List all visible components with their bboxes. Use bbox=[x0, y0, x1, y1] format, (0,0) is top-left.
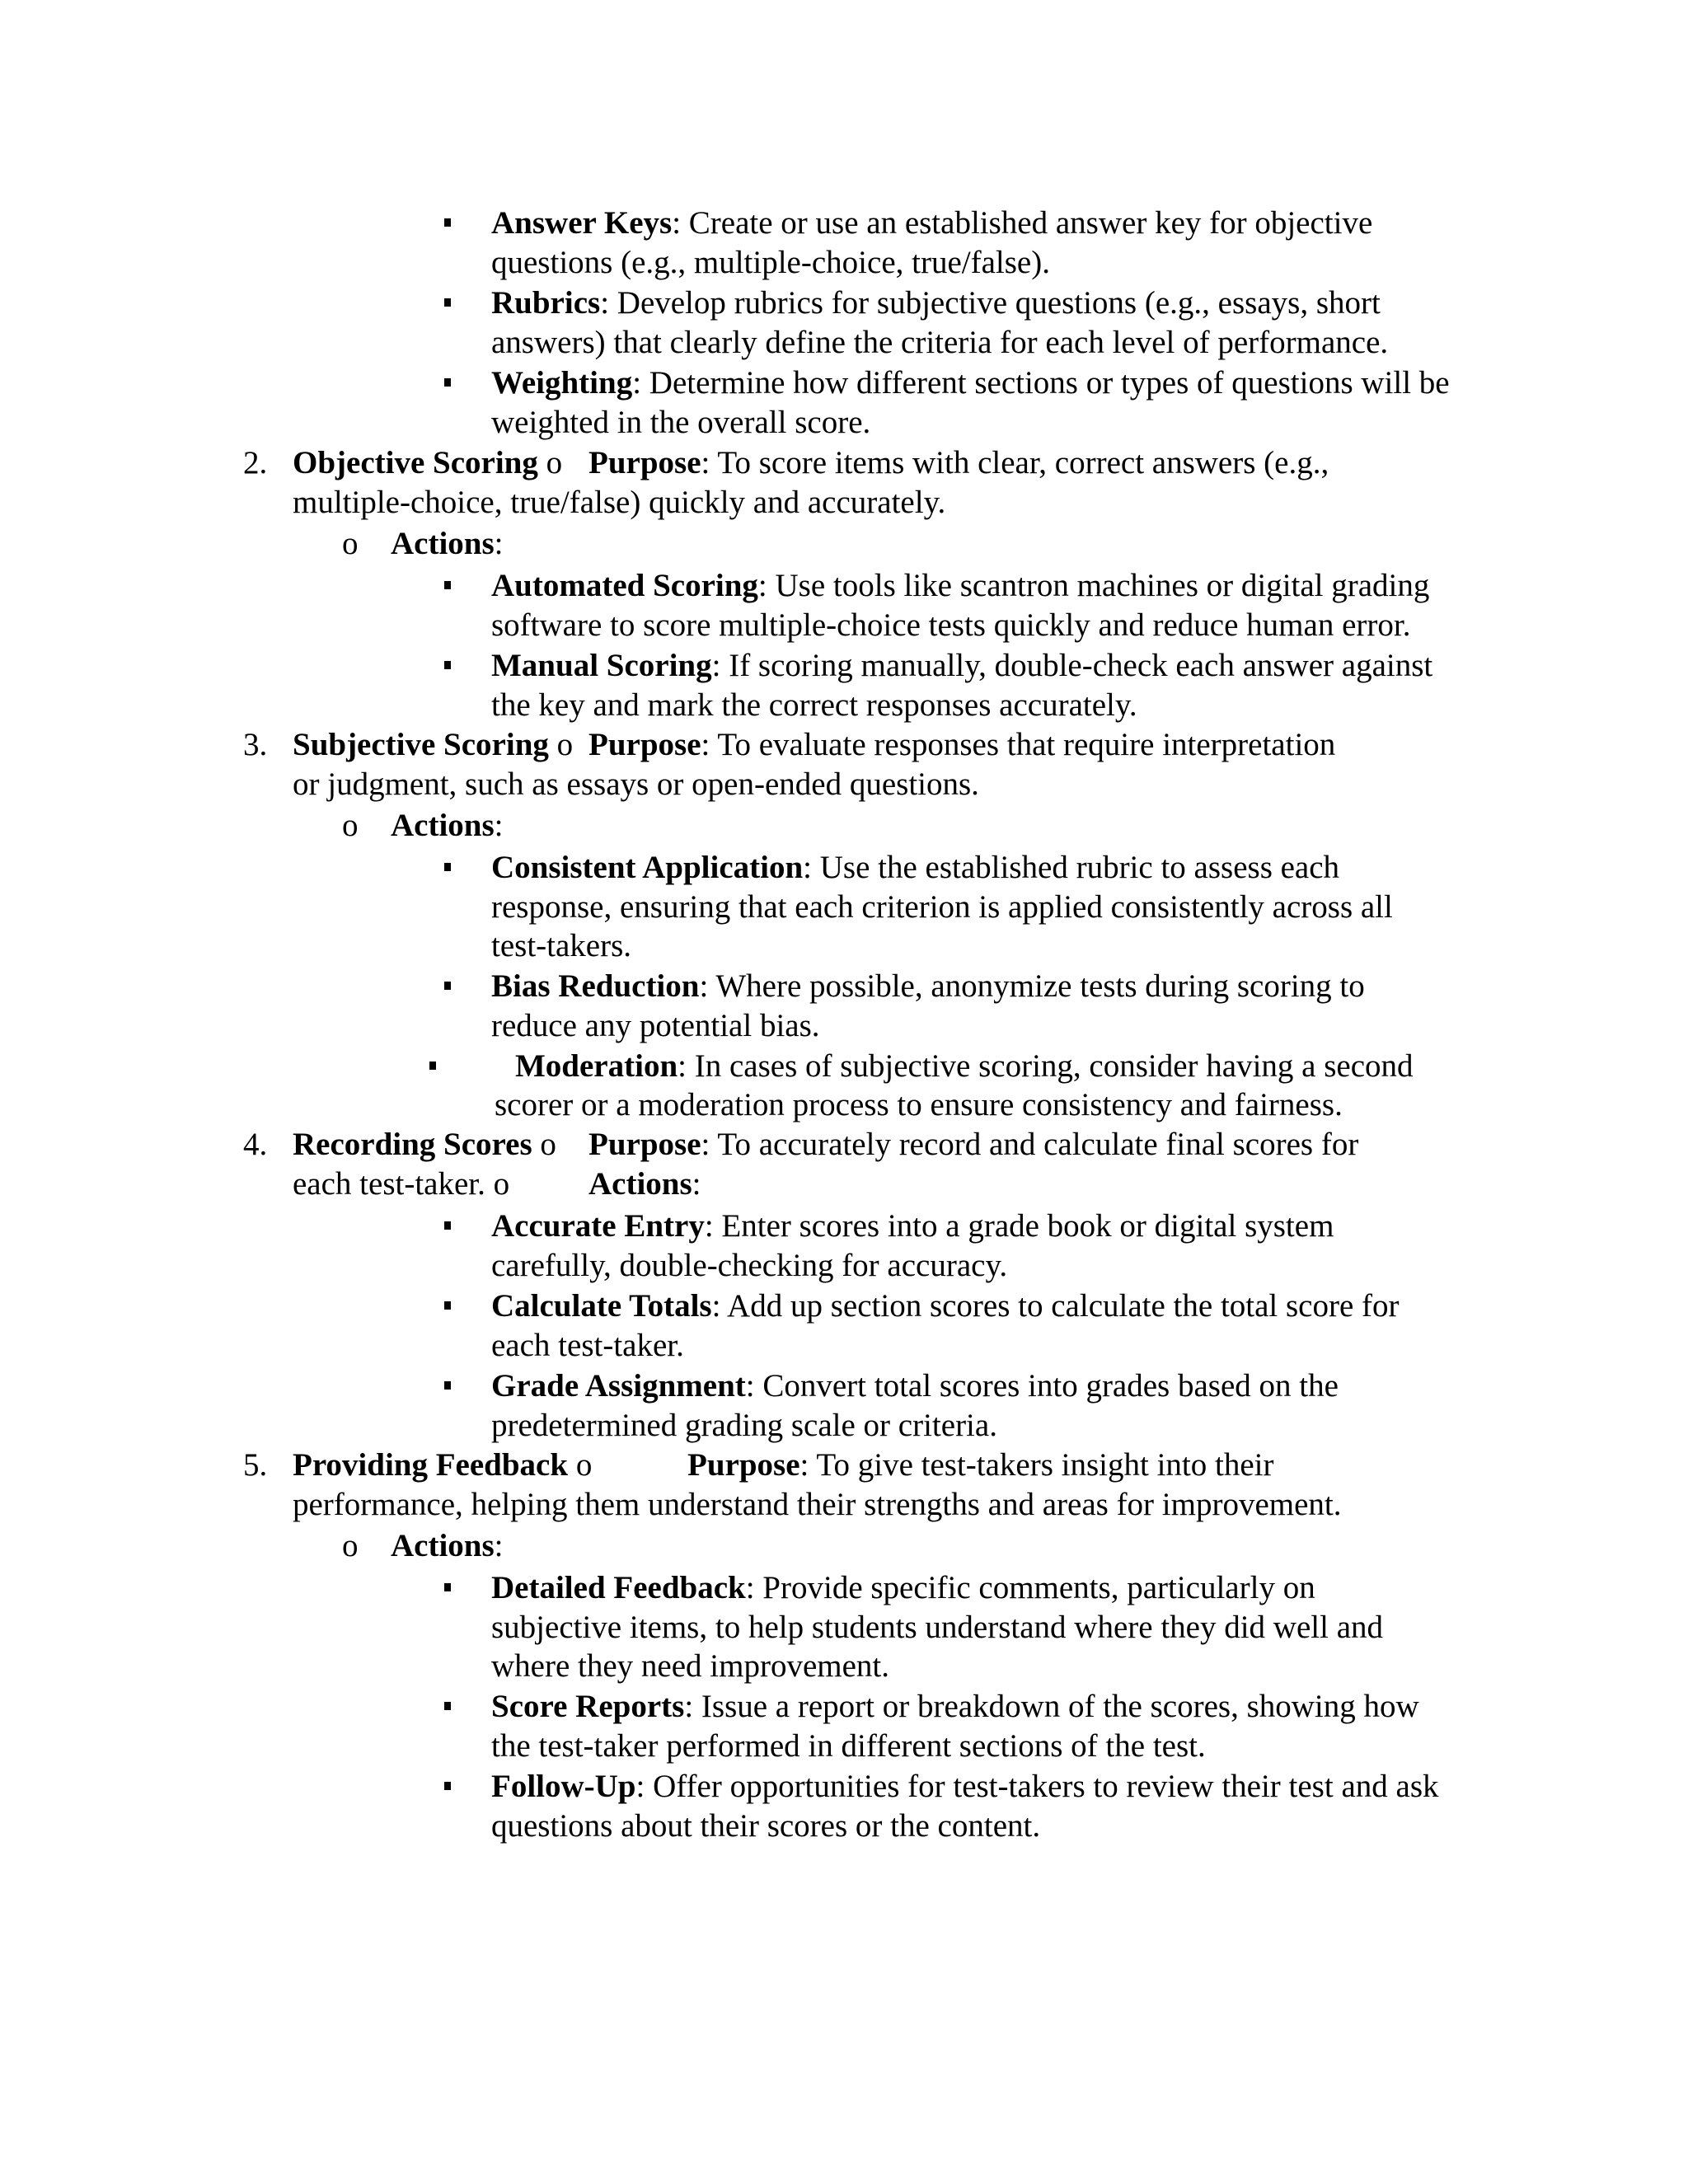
o-marker: o bbox=[342, 1528, 359, 1563]
square-bullet-icon bbox=[444, 218, 451, 227]
square-bullet-icon bbox=[444, 661, 451, 669]
bullet-text-cont: reduce any potential bias. bbox=[491, 1008, 820, 1043]
purpose-line: Purpose: To evaluate responses that require interpretation bbox=[588, 727, 1336, 762]
bullet-term: Score Reports bbox=[491, 1689, 685, 1724]
bullet-term: Weighting bbox=[491, 365, 633, 401]
bullet-text: : Develop rubrics for subjective questions (e.g., essays, short bbox=[600, 285, 1381, 321]
bullet-term: Consistent Application bbox=[491, 850, 804, 885]
bullet-text: : Create or use an established answer key for objective bbox=[672, 205, 1373, 241]
bullet-text-cont: subjective items, to help students understand where they did well and bbox=[491, 1610, 1384, 1645]
purpose-cont: or judgment, such as essays or open-ended questions. bbox=[293, 766, 979, 802]
square-bullet-icon bbox=[444, 1782, 451, 1790]
bullet-accurate-entry bbox=[491, 1207, 1334, 1246]
bullet-text-cont: questions about their scores or the content. bbox=[491, 1808, 1041, 1844]
bullet-automated-scoring bbox=[491, 566, 1429, 606]
bullet-text-cont: scorer or a moderation process to ensure consistency and fairness. bbox=[495, 1087, 1343, 1122]
square-bullet-icon bbox=[444, 378, 451, 387]
bullet-score-reports bbox=[491, 1687, 1419, 1727]
bullet-rubrics bbox=[491, 284, 1381, 323]
bullet-consistent-application bbox=[491, 848, 1339, 888]
bullet-manual-scoring bbox=[491, 646, 1432, 686]
bullet-term: Calculate Totals bbox=[491, 1288, 712, 1324]
section-title: Providing Feedback o bbox=[293, 1447, 593, 1483]
bullet-text: : If scoring manually, double-check each answer against bbox=[711, 648, 1433, 683]
bullet-text-cont: test-takers. bbox=[491, 928, 632, 963]
bullet-calculate-totals bbox=[491, 1286, 1400, 1326]
square-bullet-icon bbox=[444, 298, 451, 307]
bullet-term: Answer Keys bbox=[491, 205, 673, 241]
bullet-text-cont: answers) that clearly define the criteria for each level of performance. bbox=[491, 325, 1389, 360]
bullet-term: Rubrics bbox=[491, 285, 601, 321]
bullet-text: : Use tools like scantron machines or digital grading bbox=[757, 568, 1430, 603]
square-bullet-icon bbox=[444, 1702, 451, 1710]
bullet-answer-keys bbox=[491, 204, 1372, 243]
purpose-cont: multiple-choice, true/false) quickly and accurately. bbox=[293, 485, 946, 520]
bullet-weighting bbox=[491, 363, 1450, 403]
bullet-grade-assignment bbox=[491, 1366, 1339, 1406]
bullet-text-cont: questions (e.g., multiple-choice, true/false). bbox=[491, 245, 1050, 280]
bullet-text-cont: software to score multiple-choice tests quickly and reduce human error. bbox=[491, 607, 1411, 643]
list-number: 4. bbox=[243, 1127, 268, 1162]
section-title: Objective Scoring o bbox=[293, 445, 563, 480]
purpose-line: Purpose: To score items with clear, correct answers (e.g., bbox=[588, 445, 1329, 480]
bullet-text-cont: each test-taker. bbox=[491, 1328, 684, 1363]
o-marker: o bbox=[342, 808, 359, 843]
bullet-text: : Determine how different sections or types of questions will be bbox=[632, 365, 1450, 401]
section-title: Recording Scores o bbox=[293, 1127, 556, 1162]
bullet-detailed-feedback bbox=[491, 1568, 1315, 1608]
bullet-text-cont: the key and mark the correct responses accurately. bbox=[491, 687, 1137, 723]
actions-label: Actions: bbox=[391, 526, 504, 561]
bullet-text: : Convert total scores into grades based on the bbox=[745, 1368, 1339, 1404]
bullet-term: Follow-Up bbox=[491, 1769, 636, 1804]
bullet-text: : In cases of subjective scoring, consider having a second bbox=[678, 1048, 1414, 1084]
bullet-text-cont: carefully, double-checking for accuracy. bbox=[491, 1248, 1008, 1283]
purpose-line: Purpose: To give test-takers insight into their bbox=[687, 1447, 1274, 1483]
bullet-text: : Enter scores into a grade book or digital system bbox=[704, 1208, 1334, 1244]
square-bullet-icon bbox=[444, 1301, 451, 1310]
bullet-term: Grade Assignment bbox=[491, 1368, 746, 1404]
list-number: 5. bbox=[243, 1447, 268, 1483]
square-bullet-icon bbox=[429, 1062, 436, 1070]
bullet-term: Manual Scoring bbox=[491, 648, 712, 683]
bullet-text-cont: the test-taker performed in different sections of the test. bbox=[491, 1728, 1206, 1764]
o-marker: o bbox=[342, 526, 359, 561]
bullet-text: : Add up section scores to calculate the total score for bbox=[711, 1288, 1400, 1324]
purpose-cont: performance, helping them understand their strengths and areas for improvement. bbox=[293, 1487, 1342, 1522]
purpose-cont: each test-taker. o bbox=[293, 1166, 510, 1202]
bullet-term: Accurate Entry bbox=[491, 1208, 705, 1244]
bullet-term: Moderation bbox=[515, 1048, 678, 1084]
bullet-text-cont: predetermined grading scale or criteria. bbox=[491, 1408, 997, 1443]
bullet-text-cont: where they need improvement. bbox=[491, 1648, 889, 1684]
square-bullet-icon bbox=[444, 863, 451, 871]
actions-label: Actions: bbox=[588, 1166, 701, 1202]
bullet-text: : Where possible, anonymize tests during scoring to bbox=[699, 968, 1365, 1004]
bullet-text-cont: response, ensuring that each criterion is applied consistently across all bbox=[491, 889, 1393, 925]
bullet-follow-up bbox=[491, 1767, 1439, 1807]
square-bullet-icon bbox=[444, 982, 451, 990]
actions-label: Actions: bbox=[391, 1528, 504, 1563]
list-number: 2. bbox=[243, 445, 268, 480]
square-bullet-icon bbox=[444, 1583, 451, 1591]
bullet-term: Detailed Feedback bbox=[491, 1570, 746, 1605]
bullet-term: Bias Reduction bbox=[491, 968, 700, 1004]
actions-label: Actions: bbox=[391, 808, 504, 843]
section-title: Subjective Scoring o bbox=[293, 727, 574, 762]
bullet-text: : Offer opportunities for test-takers to review their test and ask bbox=[635, 1769, 1439, 1804]
bullet-moderation bbox=[515, 1047, 1414, 1086]
bullet-text: : Use the established rubric to assess each bbox=[803, 850, 1340, 885]
bullet-text: : Provide specific comments, particularly on bbox=[745, 1570, 1315, 1605]
bullet-text-cont: weighted in the overall score. bbox=[491, 405, 871, 440]
square-bullet-icon bbox=[444, 1381, 451, 1390]
square-bullet-icon bbox=[444, 1221, 451, 1230]
bullet-text: : Issue a report or breakdown of the scores, showing how bbox=[684, 1689, 1419, 1724]
bullet-bias-reduction bbox=[491, 967, 1365, 1006]
bullet-term: Automated Scoring bbox=[491, 568, 758, 603]
purpose-line: Purpose: To accurately record and calculate final scores for bbox=[588, 1127, 1359, 1162]
square-bullet-icon bbox=[444, 581, 451, 589]
list-number: 3. bbox=[243, 727, 268, 762]
